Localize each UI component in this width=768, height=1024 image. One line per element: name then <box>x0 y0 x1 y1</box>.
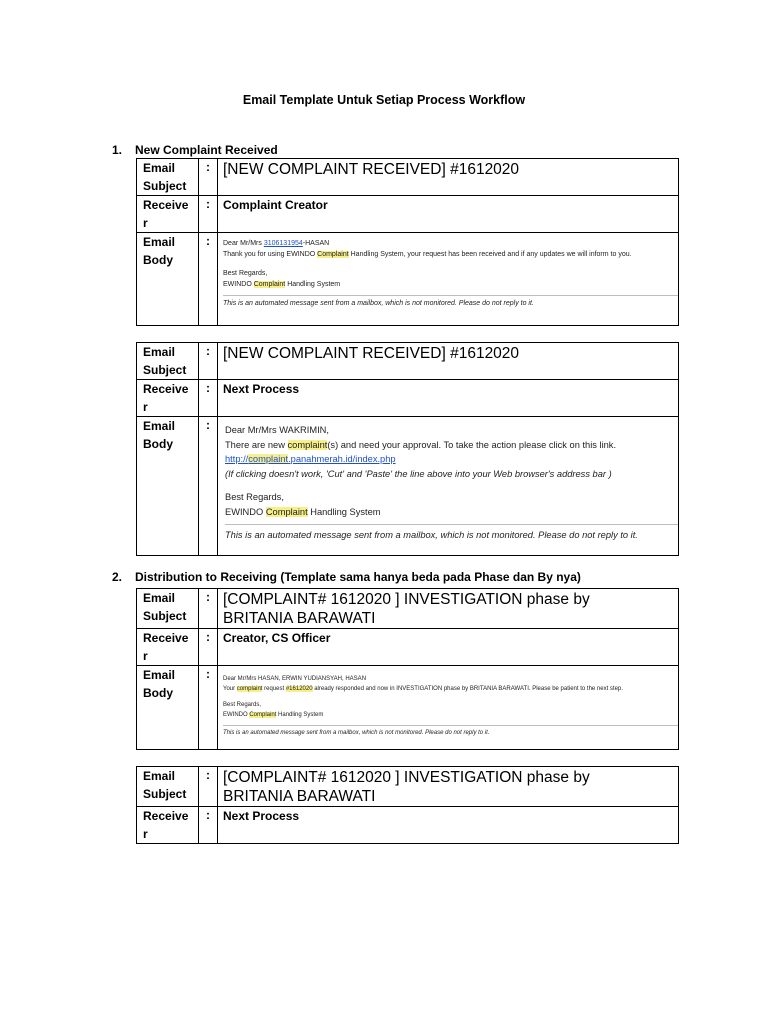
subject-label: Email Subject <box>137 159 199 196</box>
body-label: Email Body <box>137 233 199 326</box>
subject-row <box>137 343 679 380</box>
subject-row <box>137 159 679 196</box>
email-template-table-2 <box>136 342 679 556</box>
regards: Best Regards, <box>223 270 268 277</box>
colon: : <box>199 233 218 326</box>
footer-note: This is an automated message sent from a mailbox, which is not monitored. Please do not reply to it. <box>225 530 638 540</box>
receiver-row <box>137 807 679 844</box>
email-template-table-4 <box>136 766 679 844</box>
body-label: Email Body <box>137 666 199 750</box>
divider <box>223 295 678 296</box>
colon: : <box>199 159 218 196</box>
section-title: New Complaint Received <box>135 143 278 157</box>
colon: : <box>199 589 218 629</box>
divider <box>223 725 678 726</box>
email-template-table-1 <box>136 158 679 326</box>
email-body <box>218 233 679 326</box>
body-line: Thank you for using EWINDO Complaint Handling System, your request has been received and if any updates we will inform to you. <box>223 250 632 258</box>
signature: EWINDO Complaint Handling System <box>223 711 324 718</box>
link-note: (If clicking doesn't work, 'Cut' and 'Paste' the line above into your Web browser's address bar ) <box>225 468 612 479</box>
greeting: Dear Mr/Mrs WAKRIMIN, <box>225 425 329 435</box>
receiver-value: Next Process <box>218 807 679 844</box>
greeting: Dear Mr/Mrs 3106131954-HASAN <box>223 240 330 247</box>
section-number: 2. <box>112 570 123 584</box>
receiver-value: Next Process <box>218 380 679 417</box>
section-number: 1. <box>112 143 123 157</box>
colon: : <box>199 629 218 666</box>
subject-value: [COMPLAINT# 1612020 ] INVESTIGATION phase by BRITANIA BARAWATI <box>218 589 679 629</box>
body-row <box>137 233 679 326</box>
section-title: Distribution to Receiving (Template sama hanya beda pada Phase dan By nya) <box>135 570 581 584</box>
body-row <box>137 417 679 556</box>
receiver-value: Complaint Creator <box>218 196 679 233</box>
greeting-link[interactable]: 3106131954 <box>263 240 303 247</box>
receiver-value: Creator, CS Officer <box>218 629 679 666</box>
footer-note: This is an automated message sent from a mailbox, which is not monitored. Please do not reply to it. <box>223 730 490 736</box>
regards: Best Regards, <box>223 702 262 708</box>
email-body <box>218 666 679 750</box>
subject-row <box>137 767 679 807</box>
body-line: There are new complaint(s) and need your approval. To take the action please click on this link. <box>225 439 617 450</box>
regards: Best Regards, <box>225 492 284 502</box>
section-heading-2 <box>112 570 581 584</box>
receiver-row <box>137 629 679 666</box>
receiver-label: Receive r <box>137 196 199 233</box>
subject-value: [COMPLAINT# 1612020 ] INVESTIGATION phase by BRITANIA BARAWATI <box>218 767 679 807</box>
signature: EWINDO Complaint Handling System <box>223 280 341 288</box>
footer-note: This is an automated message sent from a mailbox, which is not monitored. Please do not reply to it. <box>223 300 534 307</box>
colon: : <box>199 196 218 233</box>
receiver-row <box>137 380 679 417</box>
colon: : <box>199 767 218 807</box>
section-heading-1 <box>112 143 278 157</box>
receiver-label: Receive r <box>137 629 199 666</box>
body-label: Email Body <box>137 417 199 556</box>
subject-value: [NEW COMPLAINT RECEIVED] #1612020 <box>218 343 679 380</box>
colon: : <box>199 807 218 844</box>
receiver-label: Receive r <box>137 807 199 844</box>
subject-value: [NEW COMPLAINT RECEIVED] #1612020 <box>218 159 679 196</box>
colon: : <box>199 380 218 417</box>
colon: : <box>199 417 218 556</box>
greeting: Dear Mr/Mrs HASAN, ERWIN YUDIANSYAH, HASAN <box>223 676 367 682</box>
document-title: Email Template Untuk Setiap Process Workflow <box>242 93 526 107</box>
body-line: Your complaint request #1612020 already responded and now in INVESTIGATION phase by BRITANIA BARAWATI. Please be patient to the next step. <box>223 685 623 692</box>
email-body <box>218 417 679 556</box>
divider <box>225 524 678 525</box>
subject-label: Email Subject <box>137 767 199 807</box>
colon: : <box>199 666 218 750</box>
colon: : <box>199 343 218 380</box>
body-row <box>137 666 679 750</box>
signature: EWINDO Complaint Handling System <box>225 506 381 517</box>
action-link[interactable]: http://complaint.panahmerah.id/index.php <box>225 454 396 464</box>
email-template-table-3 <box>136 588 679 750</box>
subject-row <box>137 589 679 629</box>
receiver-row <box>137 196 679 233</box>
receiver-label: Receive r <box>137 380 199 417</box>
subject-label: Email Subject <box>137 589 199 629</box>
subject-label: Email Subject <box>137 343 199 380</box>
